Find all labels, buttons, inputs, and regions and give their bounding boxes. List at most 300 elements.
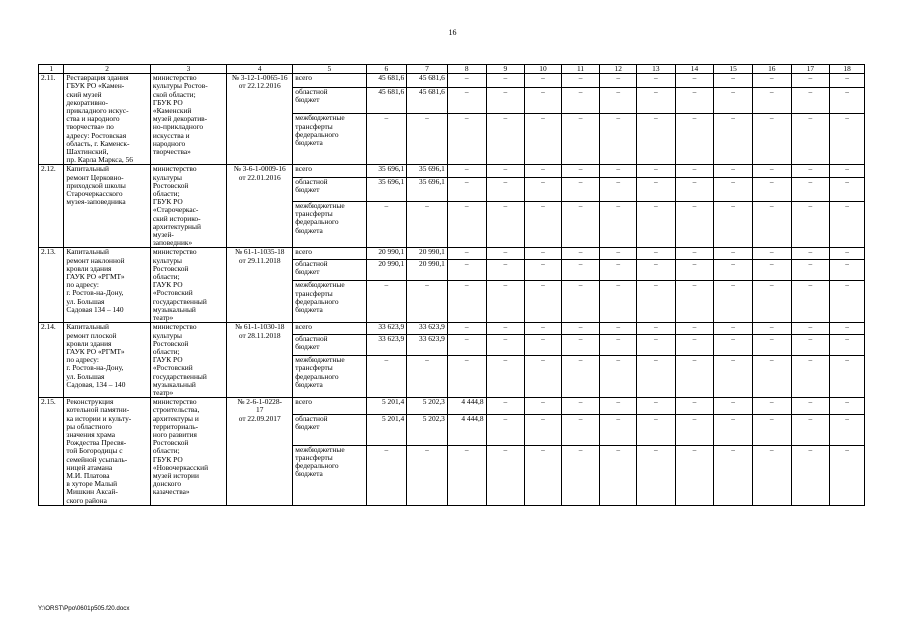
text-line: декоративно-: [66, 97, 108, 107]
expert-conclusion: [227, 165, 293, 248]
text-line: область, г. Каменск-: [66, 138, 130, 148]
amount-cell: –: [714, 334, 753, 356]
amount-cell: –: [830, 201, 865, 247]
amount-cell: –: [830, 281, 865, 323]
amount-cell: –: [447, 201, 486, 247]
text-line: области;: [152, 189, 180, 199]
text-line: ский историко-: [152, 213, 201, 223]
text-line: ГБУК РО: [152, 97, 183, 107]
amount-cell: –: [791, 114, 830, 165]
amount-cell: –: [830, 88, 865, 114]
text-line: Капитальный: [66, 247, 109, 257]
text-line: М.И. Платова: [66, 470, 110, 480]
item-number: 2.15.: [39, 398, 64, 506]
amount-cell: –: [486, 281, 525, 323]
text-line: бюджет: [295, 267, 320, 277]
table-row: [39, 248, 865, 259]
text-line: архитектуры и: [152, 413, 199, 423]
amount-cell: 5 201,4: [366, 414, 407, 445]
funding-source: [293, 248, 366, 259]
text-line: межбюджетные: [295, 445, 345, 454]
object-name: [64, 248, 150, 323]
amount-cell: –: [525, 259, 562, 281]
amount-cell: –: [561, 165, 600, 178]
text-line: Реконструкция: [66, 397, 114, 407]
amount-cell: –: [830, 165, 865, 178]
amount-cell: –: [714, 88, 753, 114]
amount-cell: –: [561, 398, 600, 414]
text-line: ремонт Церковно-: [66, 172, 124, 182]
amount-cell: –: [561, 201, 600, 247]
column-number: 7: [407, 65, 448, 74]
text-line: всего: [295, 247, 312, 257]
amount-cell: –: [447, 74, 486, 88]
amount-cell: –: [486, 356, 525, 398]
item-number: 2.11.: [39, 74, 64, 165]
amount-cell: –: [752, 334, 791, 356]
amount-cell: –: [600, 323, 637, 334]
amount-cell: –: [486, 165, 525, 178]
funding-source: [293, 445, 366, 505]
customer-name: [150, 248, 226, 323]
amount-cell: 5 202,3: [407, 398, 448, 414]
customer-name: [150, 74, 226, 165]
text-line: той Богородицы с: [66, 446, 123, 456]
amount-cell: –: [525, 445, 562, 505]
amount-cell: –: [675, 74, 714, 88]
amount-cell: –: [791, 356, 830, 398]
amount-cell: –: [486, 334, 525, 356]
amount-cell: –: [675, 248, 714, 259]
amount-cell: –: [791, 88, 830, 114]
column-number: 2: [64, 65, 150, 74]
amount-cell: –: [714, 398, 753, 414]
amount-cell: –: [637, 178, 676, 202]
table-row: [39, 398, 865, 414]
text-line: донского: [152, 479, 182, 489]
text-line: строительства,: [152, 405, 200, 415]
text-line: территориаль-: [152, 421, 199, 431]
amount-cell: –: [525, 201, 562, 247]
column-number: 9: [486, 65, 525, 74]
amount-cell: –: [791, 281, 830, 323]
amount-cell: –: [830, 178, 865, 202]
amount-cell: 35 696,1: [407, 165, 448, 178]
text-line: от 22.12.2016: [238, 81, 281, 91]
text-line: Реставрация здания: [66, 73, 129, 83]
amount-cell: –: [752, 259, 791, 281]
text-line: в хуторе Малый: [66, 479, 118, 489]
text-line: ры областного: [66, 421, 112, 431]
amount-cell: 45 681,6: [407, 88, 448, 114]
amount-cell: –: [714, 114, 753, 165]
funding-source: [293, 323, 366, 334]
amount-cell: –: [525, 281, 562, 323]
funding-source: [293, 259, 366, 281]
text-line: области;: [152, 346, 180, 356]
amount-cell: –: [830, 398, 865, 414]
column-number: 10: [525, 65, 562, 74]
text-line: межбюджетные: [295, 113, 345, 123]
amount-cell: –: [366, 445, 407, 505]
amount-cell: –: [791, 248, 830, 259]
column-number: 16: [752, 65, 791, 74]
amount-cell: –: [366, 281, 407, 323]
amount-cell: –: [637, 323, 676, 334]
text-line: «Каменский: [152, 106, 192, 116]
text-line: ГАУК РО: [152, 280, 183, 290]
amount-cell: –: [600, 334, 637, 356]
amount-cell: –: [675, 323, 714, 334]
amount-cell: –: [675, 88, 714, 114]
amount-cell: –: [752, 114, 791, 165]
text-line: от 28.11.2018: [238, 330, 281, 340]
amount-cell: 4 444,8: [447, 414, 486, 445]
amount-cell: –: [486, 398, 525, 414]
object-name: [64, 398, 150, 506]
amount-cell: –: [486, 323, 525, 334]
amount-cell: –: [366, 356, 407, 398]
amount-cell: –: [561, 259, 600, 281]
text-line: ного развития: [152, 429, 197, 439]
amount-cell: –: [447, 445, 486, 505]
amount-cell: –: [791, 398, 830, 414]
text-line: всего: [295, 73, 312, 83]
text-line: Шахтинский,: [66, 147, 109, 157]
amount-cell: –: [407, 114, 448, 165]
amount-cell: 45 681,6: [366, 74, 407, 88]
amount-cell: –: [600, 414, 637, 445]
text-line: культуры Ростов-: [152, 81, 208, 91]
item-number: 2.14.: [39, 323, 64, 398]
text-line: федерального: [295, 371, 339, 381]
text-line: областной: [295, 87, 328, 97]
amount-cell: –: [447, 165, 486, 178]
column-number: 4: [227, 65, 293, 74]
amount-cell: –: [637, 281, 676, 323]
amount-cell: –: [525, 114, 562, 165]
amount-cell: –: [637, 114, 676, 165]
amount-cell: 33 623,9: [366, 334, 407, 356]
text-line: прикладного искус-: [66, 106, 129, 116]
text-line: областной: [295, 334, 328, 343]
amount-cell: –: [486, 445, 525, 505]
amount-cell: –: [791, 178, 830, 202]
text-line: трансферты: [295, 121, 333, 131]
amount-cell: –: [675, 281, 714, 323]
amount-cell: –: [600, 281, 637, 323]
amount-cell: –: [366, 114, 407, 165]
amount-cell: –: [830, 323, 865, 334]
text-line: культуры: [152, 172, 182, 182]
funding-source: [293, 88, 366, 114]
text-line: приходской школы: [66, 180, 126, 190]
amount-cell: –: [714, 281, 753, 323]
text-line: от 29.11.2018: [238, 255, 281, 265]
text-line: министерство: [152, 397, 197, 407]
table-row: [39, 323, 865, 334]
amount-cell: –: [752, 201, 791, 247]
amount-cell: –: [447, 248, 486, 259]
amount-cell: –: [600, 201, 637, 247]
amount-cell: –: [752, 74, 791, 88]
customer-name: [150, 323, 226, 398]
amount-cell: –: [714, 356, 753, 398]
column-number: 8: [447, 65, 486, 74]
text-line: бюджет: [295, 95, 320, 105]
amount-cell: –: [791, 414, 830, 445]
text-line: Старочеркасского: [66, 189, 123, 199]
amount-cell: –: [407, 445, 448, 505]
text-line: народного: [152, 138, 186, 148]
column-number: 17: [791, 65, 830, 74]
item-number: 2.13.: [39, 248, 64, 323]
text-line: ка истории и культу-: [66, 413, 132, 423]
column-number: 18: [830, 65, 865, 74]
text-line: Ростовской: [152, 180, 189, 190]
amount-cell: 20 990,1: [407, 259, 448, 281]
text-line: межбюджетные: [295, 355, 345, 365]
text-line: межбюджетные: [295, 280, 345, 290]
amount-cell: –: [525, 334, 562, 356]
amount-cell: –: [675, 165, 714, 178]
amount-cell: –: [752, 356, 791, 398]
text-line: ГБУК РО: [152, 197, 183, 207]
column-number: 13: [637, 65, 676, 74]
customer-name: [150, 398, 226, 506]
text-line: театр»: [152, 387, 174, 397]
text-line: областной: [295, 177, 328, 187]
text-line: Мишкин Аксай-: [66, 487, 118, 497]
amount-cell: –: [752, 178, 791, 202]
column-number: 1: [39, 65, 64, 74]
text-line: от 22.09.2017: [238, 413, 281, 423]
text-line: № 61-1-1035-18: [234, 247, 285, 257]
funding-source: [293, 165, 366, 178]
text-line: от 22.01.2016: [238, 172, 281, 182]
text-line: искусства и: [152, 130, 190, 140]
text-line: творчества» по: [66, 122, 114, 132]
text-line: ГАУК РО: [152, 355, 183, 365]
text-line: № 3-12-1-0065-16: [231, 73, 288, 83]
amount-cell: –: [675, 259, 714, 281]
text-line: межбюджетные: [295, 201, 345, 210]
amount-cell: 35 696,1: [407, 178, 448, 202]
amount-cell: –: [830, 334, 865, 356]
column-number: 14: [675, 65, 714, 74]
amount-cell: –: [600, 445, 637, 505]
amount-cell: –: [486, 259, 525, 281]
amount-cell: –: [561, 414, 600, 445]
amount-cell: –: [600, 356, 637, 398]
text-line: министерство: [152, 322, 197, 332]
amount-cell: –: [447, 281, 486, 323]
amount-cell: –: [675, 114, 714, 165]
text-line: ГАУК РО «РГМТ»: [66, 346, 125, 356]
amount-cell: –: [752, 248, 791, 259]
amount-cell: –: [637, 334, 676, 356]
funding-source: [293, 74, 366, 88]
amount-cell: –: [714, 259, 753, 281]
column-number: 15: [714, 65, 753, 74]
text-line: «Новочеркасский: [152, 462, 209, 472]
funding-source: [293, 356, 366, 398]
text-line: бюджета: [295, 469, 323, 479]
amount-cell: –: [637, 259, 676, 281]
budget-table: [38, 64, 865, 506]
amount-cell: –: [447, 259, 486, 281]
amount-cell: –: [600, 248, 637, 259]
text-line: но-прикладного: [152, 122, 204, 132]
text-line: бюджет: [295, 185, 320, 195]
amount-cell: –: [447, 334, 486, 356]
text-line: № 2-6-1-0228-: [237, 397, 283, 407]
column-number: 6: [366, 65, 407, 74]
text-line: ГБУК РО: [152, 454, 183, 464]
text-line: котельной памятни-: [66, 405, 130, 415]
text-line: «Старочеркас-: [152, 205, 199, 215]
text-line: государственный: [152, 296, 207, 306]
text-line: министерство: [152, 73, 197, 83]
text-line: Ростовской: [152, 263, 189, 273]
text-line: федерального: [295, 296, 339, 306]
amount-cell: –: [525, 398, 562, 414]
amount-cell: –: [675, 414, 714, 445]
amount-cell: –: [675, 334, 714, 356]
amount-cell: –: [561, 74, 600, 88]
column-number: 5: [293, 65, 366, 74]
amount-cell: –: [600, 88, 637, 114]
amount-cell: –: [791, 323, 830, 334]
text-line: Капитальный: [66, 164, 109, 174]
text-line: Садовая 134 – 140: [66, 304, 124, 314]
amount-cell: –: [561, 334, 600, 356]
amount-cell: –: [447, 323, 486, 334]
funding-source: [293, 201, 366, 247]
amount-cell: –: [525, 323, 562, 334]
amount-cell: –: [561, 281, 600, 323]
amount-cell: 35 696,1: [366, 178, 407, 202]
text-line: трансферты: [295, 363, 333, 373]
text-line: всего: [295, 322, 312, 332]
text-line: значения храма: [66, 429, 116, 439]
amount-cell: –: [714, 201, 753, 247]
text-line: федерального: [295, 460, 339, 470]
amount-cell: –: [561, 248, 600, 259]
text-line: заповедник»: [152, 238, 193, 248]
text-line: Рождества Пресвя-: [66, 438, 127, 448]
text-line: кровли здания: [66, 338, 112, 348]
text-line: музея-заповедника: [66, 197, 126, 207]
amount-cell: 33 623,9: [366, 323, 407, 334]
text-line: ГБУК РО «Камен-: [66, 81, 125, 91]
amount-cell: –: [525, 178, 562, 202]
amount-cell: 4 444,8: [447, 398, 486, 414]
amount-cell: –: [675, 178, 714, 202]
amount-cell: –: [752, 281, 791, 323]
text-line: федерального: [295, 129, 339, 139]
text-line: музей-: [152, 230, 174, 240]
text-line: г. Ростов-на-Дону,: [66, 363, 124, 373]
amount-cell: –: [561, 356, 600, 398]
amount-cell: –: [447, 114, 486, 165]
text-line: «Ростовский: [152, 288, 193, 298]
amount-cell: –: [486, 88, 525, 114]
amount-cell: –: [600, 178, 637, 202]
text-line: ского района: [66, 495, 107, 505]
amount-cell: –: [752, 165, 791, 178]
amount-cell: –: [486, 248, 525, 259]
amount-cell: –: [486, 178, 525, 202]
amount-cell: –: [525, 88, 562, 114]
amount-cell: 33 623,9: [407, 323, 448, 334]
column-number-row: [39, 65, 865, 74]
text-line: бюджет: [295, 421, 320, 431]
table-row: [39, 74, 865, 88]
amount-cell: –: [366, 201, 407, 247]
amount-cell: –: [830, 248, 865, 259]
text-line: Садовая, 134 – 140: [66, 379, 126, 389]
text-line: пр. Карла Маркса, 56: [66, 155, 133, 165]
text-line: государственный: [152, 371, 207, 381]
amount-cell: 45 681,6: [407, 74, 448, 88]
amount-cell: –: [525, 356, 562, 398]
text-line: трансферты: [295, 209, 333, 219]
amount-cell: –: [486, 414, 525, 445]
amount-cell: –: [600, 165, 637, 178]
amount-cell: –: [675, 398, 714, 414]
column-number: 3: [150, 65, 226, 74]
item-number: 2.12.: [39, 165, 64, 248]
funding-source: [293, 114, 366, 165]
amount-cell: –: [407, 356, 448, 398]
amount-cell: –: [525, 165, 562, 178]
text-line: ул. Большая: [66, 296, 105, 306]
text-line: музыкальный: [152, 304, 196, 314]
amount-cell: –: [637, 201, 676, 247]
amount-cell: –: [486, 114, 525, 165]
amount-cell: –: [791, 334, 830, 356]
amount-cell: –: [714, 248, 753, 259]
amount-cell: –: [714, 445, 753, 505]
amount-cell: –: [447, 88, 486, 114]
amount-cell: –: [752, 414, 791, 445]
funding-source: [293, 334, 366, 356]
funding-source: [293, 414, 366, 445]
amount-cell: –: [714, 74, 753, 88]
amount-cell: –: [525, 74, 562, 88]
text-line: ницей атамана: [66, 462, 113, 472]
object-name: [64, 74, 150, 165]
text-line: области;: [152, 446, 180, 456]
amount-cell: –: [637, 445, 676, 505]
text-line: «Ростовский: [152, 363, 193, 373]
page-number: 16: [448, 28, 457, 37]
amount-cell: –: [791, 165, 830, 178]
amount-cell: –: [830, 114, 865, 165]
expert-conclusion: [227, 398, 293, 506]
amount-cell: –: [637, 74, 676, 88]
customer-name: [150, 165, 226, 248]
text-line: ской области;: [152, 89, 196, 99]
object-name: [64, 165, 150, 248]
text-line: трансферты: [295, 452, 333, 462]
text-line: Капитальный: [66, 322, 109, 332]
text-line: федерального: [295, 217, 339, 227]
amount-cell: –: [791, 74, 830, 88]
expert-conclusion: [227, 323, 293, 398]
text-line: по адресу:: [66, 280, 99, 290]
